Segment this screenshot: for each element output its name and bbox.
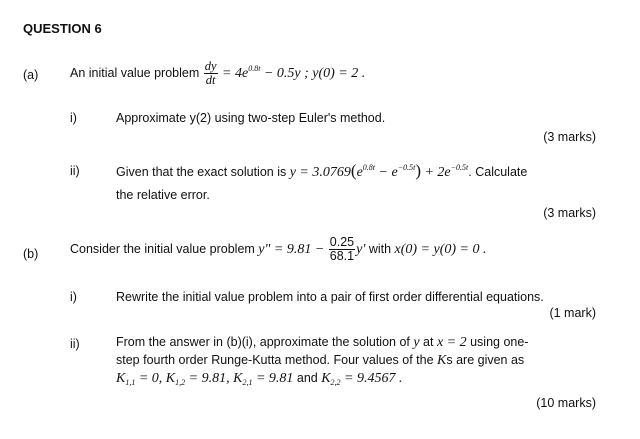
question-title: QUESTION 6 <box>23 21 102 36</box>
part-a-i-marks: (3 marks) <box>543 130 596 144</box>
part-b-ii-line2: step fourth order Runge-Kutta method. Four values of the Ks are given as <box>116 353 525 368</box>
part-b-statement: Consider the initial value problem y" = 9.81 − $\frac{0.25}{68.1}$ y' with x(0) = y(0) = 0 . <box>70 235 487 264</box>
rk-values: $K_{1,1} = 0$, $K_{1,2} = 9.81$, $K_{2,1} = 9.81$ <box>116 371 294 387</box>
part-b-ii-line1: From the answer in (b)(i), approximate the solution of y at x = 2 using one- <box>116 335 529 350</box>
part-a-ii-line1: Given that the exact solution is $y = 3.0769(e^{0.8t} - e^{-0.5t}) + 2e^{-0.5t}$. Calculate <box>116 161 528 180</box>
part-a-intro: An initial value problem <box>70 65 200 80</box>
ivp-frac-denominator: 68.1 <box>329 249 355 264</box>
part-a-label: (a) <box>23 68 39 82</box>
ivp-frac-numerator: 0.25 <box>329 235 355 249</box>
frac-denominator: dt <box>205 73 216 88</box>
part-b-i-text: Rewrite the initial value problem into a pair of first order differential equations. <box>116 290 544 304</box>
ode-rhs: = $4e^{0.8t} - 0.5y$ ; y(0) = 2 . <box>222 63 366 81</box>
exact-solution: $y = 3.0769(e^{0.8t} - e^{-0.5t}) + 2e^{-0.5t}$ <box>289 161 469 180</box>
part-b-ii-line3: $K_{1,1} = 0$, $K_{1,2} = 9.81$, $K_{2,1} = 9.81$ and $K_{2,2} = 9.4567$ . <box>116 371 403 387</box>
part-a-i-text: Approximate y(2) using two-step Euler's method. <box>116 111 386 125</box>
part-b-label: (b) <box>23 247 39 261</box>
part-a-statement <box>70 60 365 87</box>
ivp-yprime: y' <box>356 241 366 257</box>
frac-numerator: dy <box>204 59 217 73</box>
ivp-fraction <box>329 236 355 263</box>
part-a-ii-line2: the relative error. <box>116 188 210 202</box>
ivp-initial-conditions: x(0) = y(0) = 0 . <box>394 241 487 257</box>
part-b-i-marks: (1 mark) <box>549 306 596 320</box>
part-b-ii-marks: (10 marks) <box>536 396 596 410</box>
part-b-i-label: i) <box>70 290 77 304</box>
part-a-i-label: i) <box>70 111 77 125</box>
derivative-fraction <box>204 60 218 87</box>
ivp-lhs: y" = 9.81 − <box>258 241 325 257</box>
part-b-ii-label: ii) <box>70 337 80 351</box>
part-a-ii-label: ii) <box>70 164 80 178</box>
part-a-ii-marks: (3 marks) <box>543 206 596 220</box>
